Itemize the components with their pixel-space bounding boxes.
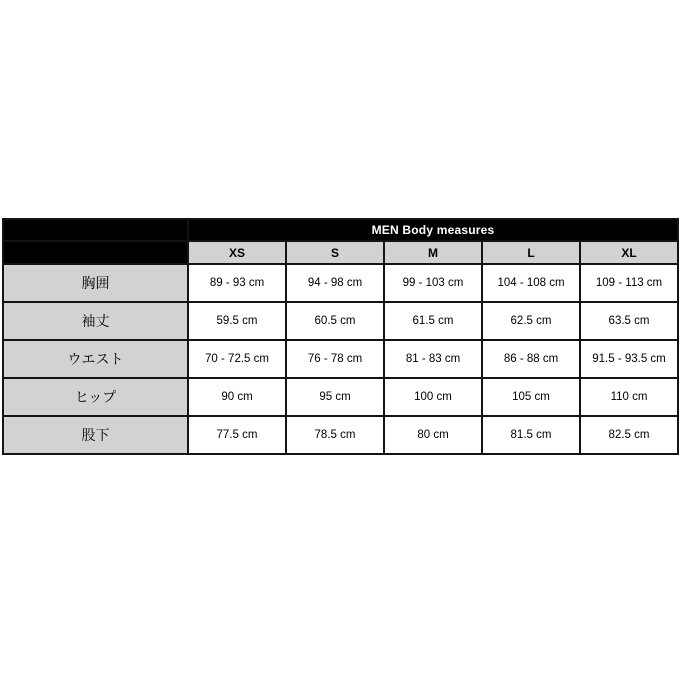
- table-cell: 105 cm: [482, 378, 580, 416]
- table-row-sleeve: [3, 302, 678, 340]
- table-cell: 89 - 93 cm: [188, 264, 286, 302]
- table-cell: 77.5 cm: [188, 416, 286, 454]
- table-cell: 95 cm: [286, 378, 384, 416]
- table-cell: 94 - 98 cm: [286, 264, 384, 302]
- table-cell: 104 - 108 cm: [482, 264, 580, 302]
- table-row-inseam: [3, 416, 678, 454]
- table-cell: 81 - 83 cm: [384, 340, 482, 378]
- table-row-waist: [3, 340, 678, 378]
- table-cell: 59.5 cm: [188, 302, 286, 340]
- table-row-hip: [3, 378, 678, 416]
- column-header-l: L: [482, 241, 580, 264]
- table-row-chest: [3, 264, 678, 302]
- table-cell: 63.5 cm: [580, 302, 678, 340]
- table-cell: 60.5 cm: [286, 302, 384, 340]
- table-cell: 109 - 113 cm: [580, 264, 678, 302]
- column-header-m: M: [384, 241, 482, 264]
- corner-cell: [3, 219, 188, 241]
- table-cell: 110 cm: [580, 378, 678, 416]
- size-header-row: [3, 241, 678, 264]
- row-label-waist: ウエスト: [3, 340, 188, 378]
- table-cell: 99 - 103 cm: [384, 264, 482, 302]
- title-row: [3, 219, 678, 241]
- table-title: MEN Body measures: [188, 219, 678, 241]
- row-label-inseam: 股下: [3, 416, 188, 454]
- table-cell: 70 - 72.5 cm: [188, 340, 286, 378]
- row-label-chest: 胸囲: [3, 264, 188, 302]
- column-header-xs: XS: [188, 241, 286, 264]
- table-cell: 81.5 cm: [482, 416, 580, 454]
- table-cell: 78.5 cm: [286, 416, 384, 454]
- row-label-sleeve: 袖丈: [3, 302, 188, 340]
- table-cell: 91.5 - 93.5 cm: [580, 340, 678, 378]
- column-header-xl: XL: [580, 241, 678, 264]
- row-label-hip: ヒップ: [3, 378, 188, 416]
- table-cell: 61.5 cm: [384, 302, 482, 340]
- table-cell: 82.5 cm: [580, 416, 678, 454]
- table-cell: 90 cm: [188, 378, 286, 416]
- table-cell: 62.5 cm: [482, 302, 580, 340]
- corner-cell: [3, 241, 188, 264]
- table-cell: 80 cm: [384, 416, 482, 454]
- table-cell: 86 - 88 cm: [482, 340, 580, 378]
- size-chart-table: [2, 218, 679, 455]
- column-header-s: S: [286, 241, 384, 264]
- table-cell: 100 cm: [384, 378, 482, 416]
- table-cell: 76 - 78 cm: [286, 340, 384, 378]
